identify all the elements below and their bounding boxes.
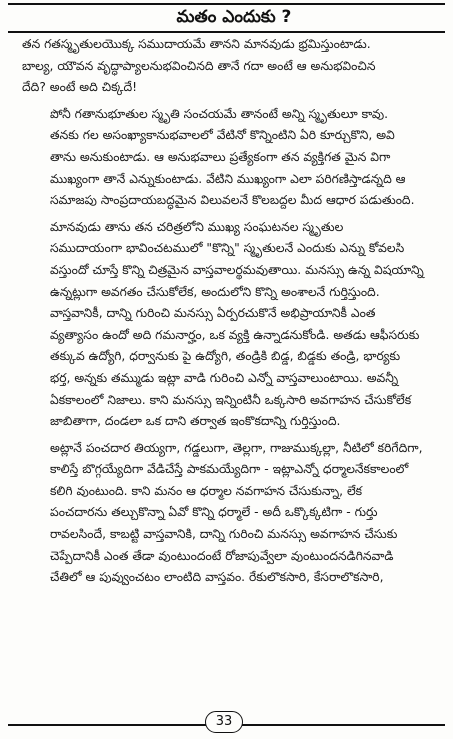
- text-line: ఉన్నట్లుగా అవగతం చేసుకోలేక, అందులోని కొన్ని అంశాలనే గుర్తిస్తుంది.: [50, 284, 380, 299]
- page-number: 33: [205, 711, 243, 733]
- text-line: కలిగి వుంటుంది. కాని మనం ఆ ధర్మాల నవగాహన చేసుకున్నా, లేక: [50, 483, 363, 498]
- text-line: ఏకకాలంలో నిజాలు. కాని మనస్సు ఇన్నింటినీ ఒక్కసారి అవగాహన చేసుకోలేక: [50, 392, 412, 407]
- text-line: వాస్తవానికీ, దాన్ని గురించి మనస్సు ఏర్పరచుకొనే అభిప్రాయానికీ ఎంత: [50, 306, 376, 321]
- text-line: చెప్పేదానికీ ఎంత తేడా వుంటుందంటే రోజాపువ్వేలా వుంటుందనడిగినవాడి: [50, 548, 394, 563]
- text-line: సముదాయంగా భావించటములో "కొన్ని" స్మృతులనే ఎందుకు ఎన్ను కోవలసి: [50, 241, 405, 256]
- paragraph: [22, 217, 437, 433]
- text-line: పోనీ గతానుభూతుల స్మృతి సంచయమే తానంటే అన్ని స్మృతులూ కావు.: [50, 106, 389, 121]
- paragraph: [22, 34, 437, 99]
- text-line: బాల్య, యౌవన వృద్ధాప్యాలనుభవించినది తానే గదా అంటే ఆ అనుభవించిన: [22, 58, 376, 73]
- chapter-title: మతం ఎందుకు ?: [148, 6, 320, 28]
- text-line: కాలిస్తే బొగ్గయ్యేదిగా వేడిచేస్తే పాకమయ్యేదిగా - ఇట్లాఎన్నో ధర్మాలనేకకాలంలో: [50, 462, 409, 477]
- paragraph: [22, 104, 437, 212]
- text-line: మానవుడు తాను తన చరిత్రలోని ముఖ్య సంఘటనల స్మృతుల: [50, 219, 344, 234]
- text-line: జాబితాగా, దండలా ఒక దాని తర్వాత ఇంకొకదాన్ని గుర్తిస్తుంది.: [50, 414, 341, 429]
- text-line: తక్కువ ఉద్యోగి, ధర్వానుకు పై ఉద్యోగి, తండ్రికి బిడ్డ, బిడ్డకు తండ్రి, భార్యకు: [50, 349, 401, 364]
- text-line: ముఖ్యంగా తానే ఎన్నుకుంటాడు. వేటిని ముఖ్యంగా ఎలా పరిగణిస్తాడన్నది ఆ: [50, 171, 406, 186]
- text-line: పంచదారను తల్చుకొన్నా ఏవో కొన్ని ధర్మాలే - అదీ ఒక్కొక్కటిగా - గుర్తు: [50, 505, 378, 520]
- text-line: తాను అనుకుంటాడు. ఆ అనుభవాలు ప్రత్యేకంగా తన వ్యక్తిగత మైన విగా: [50, 149, 391, 164]
- text-line: తనకు గల అసంఖ్యాకానుభవాలలో వేటినో కొన్నింటిని ఏరి కూర్చుకొని, అవి: [50, 128, 395, 143]
- text-line: రావలసిందే, కాబట్టి వాస్తవానికి, దాన్ని గురించి మనస్సు అవగాహన చేసుకు: [50, 527, 398, 542]
- paragraph: [22, 438, 437, 589]
- body-text: [22, 34, 437, 594]
- text-line: సమాజపు సాంప్రదాయబద్ధమైన విలువలనే కొలబద్దల మీద ఆధార పడుతుంది.: [50, 193, 415, 208]
- text-line: చేతిలో ఆ పువ్వుంచటం లాంటిది వాస్తవం. రేకులొకసారి, కేసరాలొకసారి,: [50, 570, 384, 585]
- text-line: భర్త, అన్నకు తమ్ముడు ఇట్లా వాడి గురించి ఎన్నో వాస్తవాలుంటాయి. అవన్నీ: [50, 370, 399, 385]
- text-line: దేది? అంటే అది చిక్కదే!: [22, 80, 138, 95]
- running-header: [8, 3, 445, 33]
- text-line: వ్యత్యాసం ఉందో అది గమనార్హం, ఒక వ్యక్తి ఉన్నాడనుకోండి. అతడు ఆఫీసరుకు: [50, 327, 420, 342]
- text-line: అట్లానే పంచదార తియ్యగా, గడ్డలుగా, తెల్లగా, గాజుముక్కల్లా, నీటిలో కరిగేదిగా,: [50, 440, 423, 455]
- text-line: తన గతస్మృతులయొక్క సముదాయమే తానని మానవుడు భ్రమిస్తుంటాడు.: [22, 37, 371, 51]
- text-line: వస్తుందో చూస్తే కొన్ని చిత్రమైన వాస్తవాలర్థమవుతాయి. మనస్సు ఉన్న విషయాన్ని: [50, 262, 424, 277]
